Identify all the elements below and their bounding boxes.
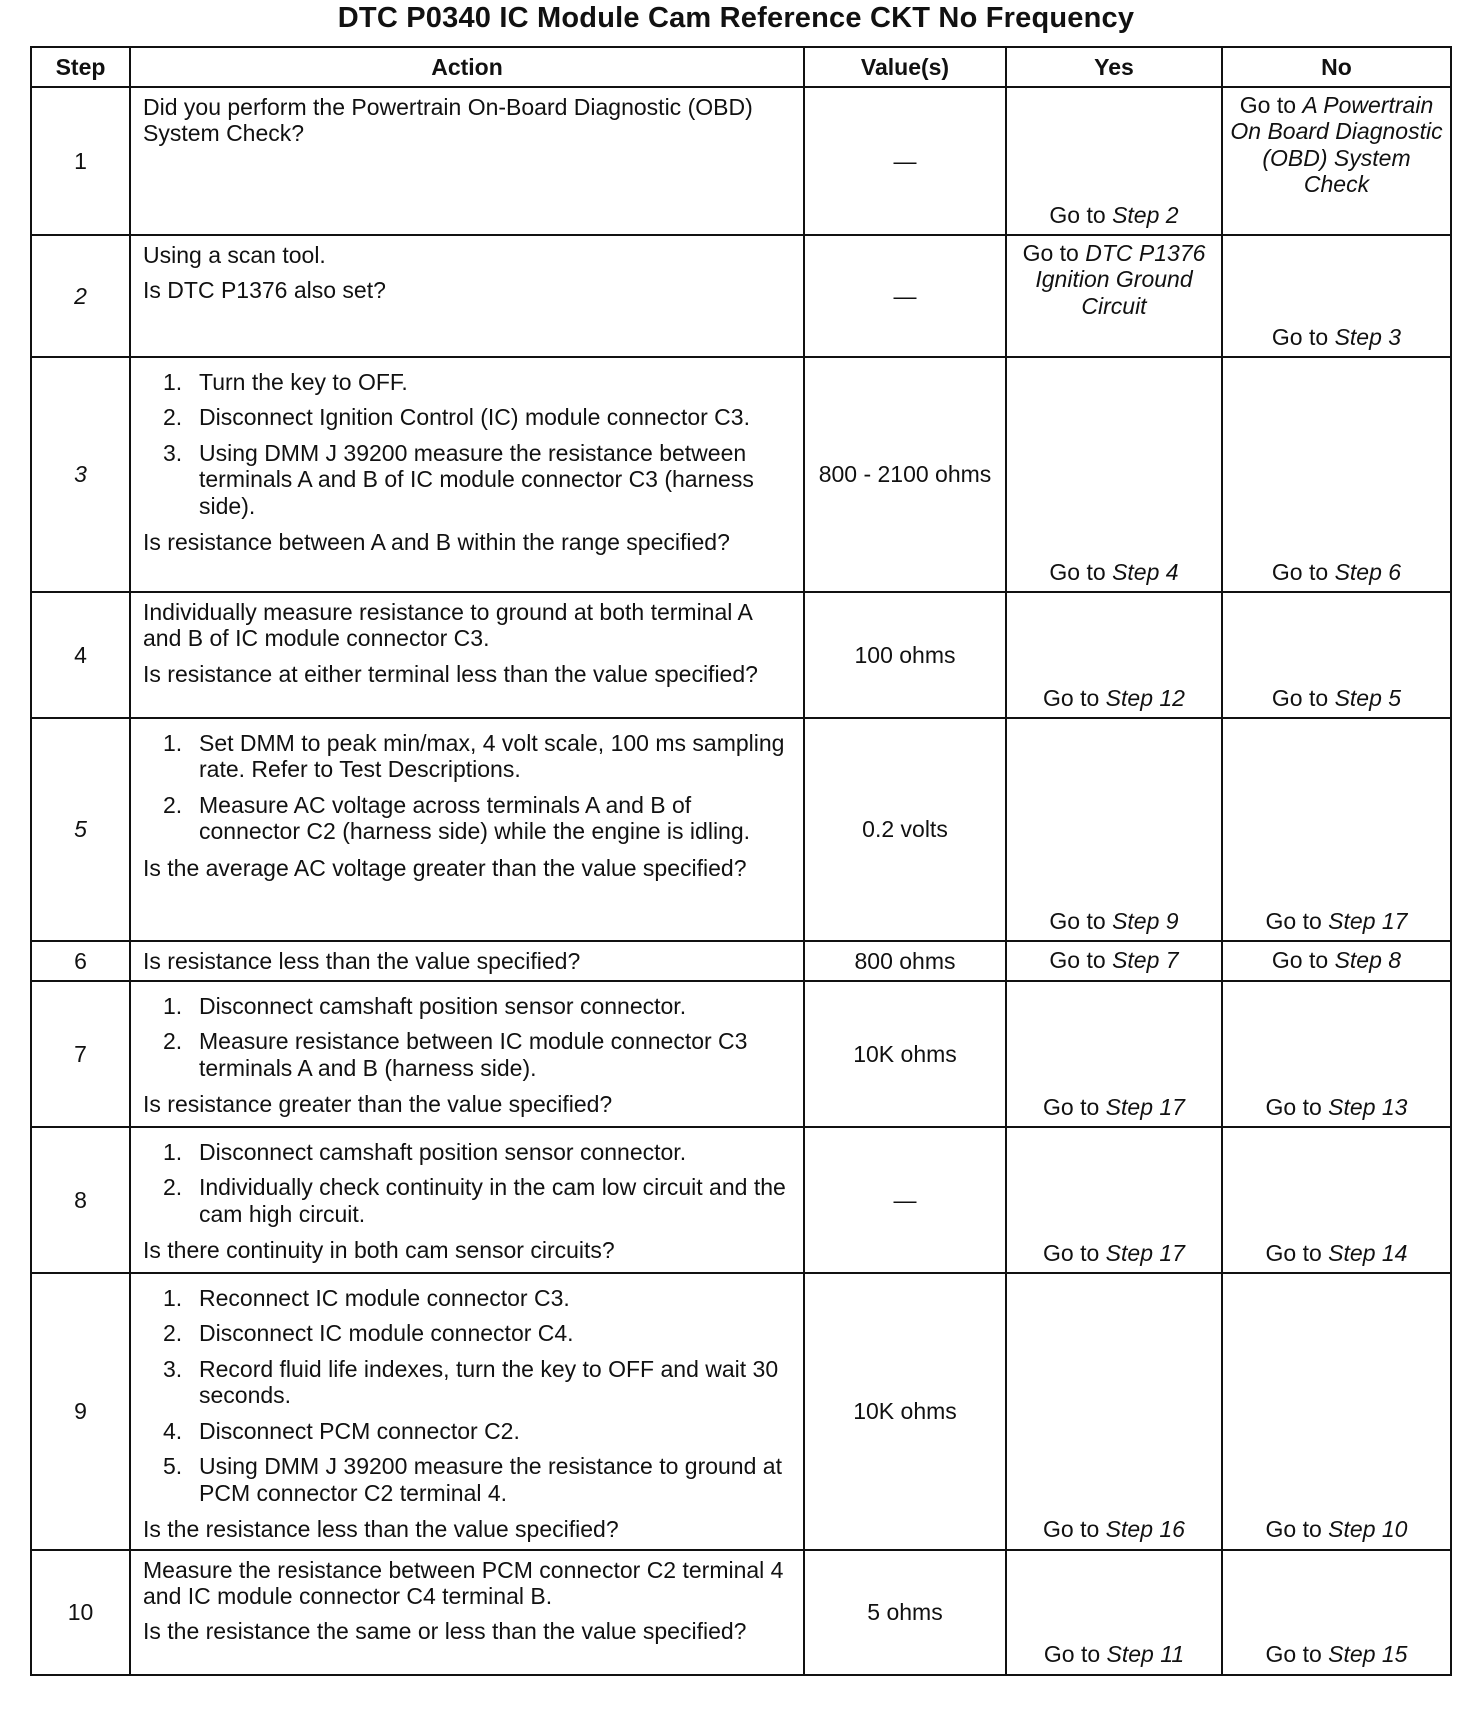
action-step-text: Reconnect IC module connector C3. bbox=[199, 1285, 570, 1311]
action-step bbox=[143, 404, 793, 430]
action-step bbox=[143, 1174, 793, 1227]
action-step bbox=[143, 440, 793, 519]
table-row bbox=[31, 1550, 1451, 1675]
goto-prefix: Go to bbox=[1043, 1641, 1101, 1668]
goto-no-link[interactable]: Step 8 bbox=[1334, 946, 1402, 973]
value-cell: — bbox=[804, 1127, 1006, 1273]
header-action: Action bbox=[130, 47, 804, 87]
goto-yes-link[interactable]: Step 16 bbox=[1105, 1516, 1185, 1543]
goto-prefix: Go to bbox=[1265, 907, 1322, 934]
yes-cell bbox=[1006, 941, 1222, 981]
step-number: 5 bbox=[31, 718, 130, 941]
no-cell bbox=[1222, 1273, 1451, 1550]
value-cell: — bbox=[804, 235, 1006, 357]
goto-yes-link[interactable]: Step 11 bbox=[1106, 1641, 1185, 1668]
table-row bbox=[31, 87, 1451, 235]
goto-no-link[interactable]: A Powertrain On Board Diagnostic (OBD) System Check bbox=[1230, 92, 1443, 198]
goto-prefix: Go to bbox=[1265, 1641, 1322, 1668]
value-cell: 100 ohms bbox=[804, 592, 1006, 718]
table-row bbox=[31, 981, 1451, 1127]
yes-cell bbox=[1006, 235, 1222, 357]
action-steps-list bbox=[143, 1139, 793, 1227]
action-step bbox=[143, 1453, 793, 1506]
goto-no-link[interactable]: Step 5 bbox=[1334, 684, 1402, 711]
header-values: Value(s) bbox=[804, 47, 1006, 87]
table-row bbox=[31, 1127, 1451, 1273]
goto-no-link[interactable]: Step 6 bbox=[1334, 558, 1402, 585]
value-cell: 5 ohms bbox=[804, 1550, 1006, 1675]
goto-prefix: Go to bbox=[1049, 558, 1106, 585]
action-question: Is the resistance the same or less than the value specified? bbox=[143, 1618, 747, 1645]
action-step-number: 5. bbox=[163, 1453, 183, 1480]
yes-cell bbox=[1006, 592, 1222, 718]
action-step-number: 2. bbox=[163, 404, 183, 431]
action-question: Is resistance at either terminal less than the value specified? bbox=[143, 660, 758, 687]
action-cell bbox=[130, 235, 804, 357]
action-question: Is resistance less than the value specified? bbox=[143, 947, 581, 974]
value-cell: 10K ohms bbox=[804, 1273, 1006, 1550]
goto-yes-link[interactable]: Step 17 bbox=[1105, 1093, 1185, 1120]
action-step-number: 1. bbox=[163, 1285, 183, 1311]
action-cell bbox=[130, 1127, 804, 1273]
action-cell bbox=[130, 941, 804, 981]
table-body bbox=[31, 87, 1451, 1675]
no-cell bbox=[1222, 1127, 1451, 1273]
action-step bbox=[143, 1285, 793, 1311]
action-steps-list bbox=[143, 730, 793, 845]
value-cell: 0.2 volts bbox=[804, 718, 1006, 941]
action-step-text: Set DMM to peak min/max, 4 volt scale, 100 ms sampling rate. Refer to Test Descriptions. bbox=[199, 730, 785, 783]
yes-cell bbox=[1006, 1273, 1222, 1550]
value-cell: — bbox=[804, 87, 1006, 235]
action-text: Using a scan tool. bbox=[143, 242, 326, 268]
yes-cell bbox=[1006, 718, 1222, 941]
action-step-number: 2. bbox=[163, 1174, 183, 1201]
action-step-number: 2. bbox=[163, 1320, 183, 1347]
action-question: Is the average AC voltage greater than the value specified? bbox=[143, 854, 747, 881]
action-step-number: 4. bbox=[163, 1417, 183, 1444]
action-cell bbox=[130, 718, 804, 941]
action-cell bbox=[130, 357, 804, 592]
no-cell bbox=[1222, 87, 1451, 235]
action-step-text: Disconnect camshaft position sensor connector. bbox=[199, 993, 687, 1019]
diagnostic-table bbox=[30, 46, 1452, 1676]
action-step bbox=[143, 1139, 793, 1165]
step-number: 1 bbox=[31, 87, 130, 235]
action-step-text: Disconnect Ignition Control (IC) module connector C3. bbox=[199, 404, 750, 431]
no-cell bbox=[1222, 718, 1451, 941]
action-text: Did you perform the Powertrain On-Board Diagnostic (OBD) System Check? bbox=[143, 94, 753, 147]
action-step-text: Turn the key to OFF. bbox=[199, 369, 408, 395]
action-step-text: Using DMM J 39200 measure the resistance to ground at PCM connector C2 terminal 4. bbox=[199, 1453, 782, 1506]
action-step-number: 1. bbox=[163, 730, 183, 756]
step-number: 3 bbox=[31, 357, 130, 592]
goto-prefix: Go to bbox=[1239, 92, 1297, 118]
action-text: Individually measure resistance to ground at both terminal A and B of IC module connector C3. bbox=[143, 599, 752, 652]
goto-yes-link[interactable]: Step 9 bbox=[1112, 907, 1179, 934]
value-cell: 10K ohms bbox=[804, 981, 1006, 1127]
table-row bbox=[31, 235, 1451, 357]
header-step: Step bbox=[31, 47, 130, 87]
no-cell bbox=[1222, 1550, 1451, 1675]
table-row bbox=[31, 357, 1451, 592]
action-step-number: 3. bbox=[163, 1355, 183, 1382]
action-step-text: Individually check continuity in the cam low circuit and the cam high circuit. bbox=[199, 1174, 786, 1227]
action-cell bbox=[130, 981, 804, 1127]
goto-prefix: Go to bbox=[1271, 323, 1329, 350]
goto-yes-link[interactable]: Step 7 bbox=[1112, 946, 1179, 973]
goto-prefix: Go to bbox=[1043, 1239, 1100, 1266]
document-title: DTC P0340 IC Module Cam Reference CKT No Frequency bbox=[337, 2, 1135, 34]
no-cell bbox=[1222, 235, 1451, 357]
action-question: Is the resistance less than the value specified? bbox=[143, 1516, 619, 1543]
goto-prefix: Go to bbox=[1049, 907, 1106, 934]
value-cell: 800 ohms bbox=[804, 941, 1006, 981]
goto-prefix: Go to bbox=[1049, 946, 1106, 973]
action-step-text: Disconnect IC module connector C4. bbox=[199, 1320, 574, 1347]
goto-no-link[interactable]: Step 13 bbox=[1328, 1093, 1408, 1120]
header-yes: Yes bbox=[1006, 47, 1222, 87]
goto-prefix: Go to bbox=[1265, 1516, 1322, 1543]
goto-prefix: Go to bbox=[1049, 201, 1106, 228]
yes-cell bbox=[1006, 87, 1222, 235]
step-number: 9 bbox=[31, 1273, 130, 1550]
no-cell bbox=[1222, 981, 1451, 1127]
action-steps-list bbox=[143, 993, 793, 1081]
yes-cell bbox=[1006, 1550, 1222, 1675]
action-steps-list bbox=[143, 369, 793, 519]
goto-yes-link[interactable]: Step 2 bbox=[1112, 201, 1179, 228]
table-row bbox=[31, 941, 1451, 981]
goto-yes-link[interactable]: DTC P1376 Ignition Ground Circuit bbox=[1035, 240, 1206, 319]
action-question: Is resistance between A and B within the range specified? bbox=[143, 529, 730, 556]
value-cell: 800 - 2100 ohms bbox=[804, 357, 1006, 592]
action-step-text: Record fluid life indexes, turn the key to OFF and wait 30 seconds. bbox=[199, 1355, 779, 1409]
goto-prefix: Go to bbox=[1265, 1239, 1322, 1266]
yes-cell bbox=[1006, 357, 1222, 592]
goto-prefix: Go to bbox=[1271, 558, 1329, 585]
goto-no-link[interactable]: Step 15 bbox=[1328, 1641, 1408, 1668]
action-cell bbox=[130, 1550, 804, 1675]
action-question: Is there continuity in both cam sensor circuits? bbox=[143, 1237, 615, 1264]
action-cell bbox=[130, 1273, 804, 1550]
goto-yes-link[interactable]: Step 12 bbox=[1105, 684, 1185, 711]
action-step-number: 2. bbox=[163, 1028, 183, 1055]
action-step-number: 1. bbox=[163, 993, 183, 1019]
goto-no-link[interactable]: Step 14 bbox=[1328, 1239, 1408, 1266]
no-cell bbox=[1222, 357, 1451, 592]
action-steps-list bbox=[143, 1285, 793, 1506]
table-row bbox=[31, 1273, 1451, 1550]
action-step-text: Measure AC voltage across terminals A and B of connector C2 (harness side) while the engine is idling. bbox=[199, 791, 751, 845]
action-step-text: Measure resistance between IC module connector C3 terminals A and B (harness side). bbox=[199, 1028, 748, 1081]
goto-prefix: Go to bbox=[1265, 1093, 1322, 1120]
action-step-text: Using DMM J 39200 measure the resistance between terminals A and B of IC module connector C3 (harness side). bbox=[199, 439, 754, 519]
yes-cell bbox=[1006, 981, 1222, 1127]
goto-no-link[interactable]: Step 3 bbox=[1334, 323, 1402, 350]
action-step bbox=[143, 993, 793, 1019]
goto-no-link[interactable]: Step 17 bbox=[1328, 907, 1408, 934]
action-step bbox=[143, 1320, 793, 1346]
step-number: 7 bbox=[31, 981, 130, 1127]
step-number: 10 bbox=[31, 1550, 130, 1675]
action-question: Is resistance greater than the value specified? bbox=[143, 1091, 613, 1118]
action-cell bbox=[130, 592, 804, 718]
goto-prefix: Go to bbox=[1043, 1516, 1100, 1543]
goto-prefix: Go to bbox=[1271, 684, 1329, 711]
step-number: 4 bbox=[31, 592, 130, 718]
action-step bbox=[143, 369, 793, 395]
goto-no-link[interactable]: Step 10 bbox=[1328, 1516, 1408, 1543]
table-row bbox=[31, 718, 1451, 941]
table-row bbox=[31, 592, 1451, 718]
action-step-number: 1. bbox=[163, 1139, 183, 1165]
step-number: 8 bbox=[31, 1127, 130, 1273]
goto-prefix: Go to bbox=[1271, 946, 1329, 973]
action-step bbox=[143, 792, 793, 845]
no-cell bbox=[1222, 592, 1451, 718]
action-step bbox=[143, 1028, 793, 1081]
yes-cell bbox=[1006, 1127, 1222, 1273]
action-step bbox=[143, 1418, 793, 1444]
goto-prefix: Go to bbox=[1043, 684, 1100, 711]
header-row bbox=[31, 47, 1451, 87]
no-cell bbox=[1222, 941, 1451, 981]
action-step bbox=[143, 1356, 793, 1409]
action-step-text: Disconnect camshaft position sensor connector. bbox=[199, 1139, 687, 1165]
action-step-text: Disconnect PCM connector C2. bbox=[199, 1417, 520, 1444]
action-step bbox=[143, 730, 793, 783]
action-question: Is DTC P1376 also set? bbox=[143, 277, 386, 304]
header-no: No bbox=[1222, 47, 1451, 87]
goto-prefix: Go to bbox=[1043, 1093, 1100, 1120]
goto-yes-link[interactable]: Step 17 bbox=[1105, 1239, 1185, 1266]
action-step-number: 3. bbox=[163, 439, 183, 466]
goto-yes-link[interactable]: Step 4 bbox=[1112, 558, 1179, 585]
goto-prefix: Go to bbox=[1022, 240, 1079, 266]
step-number: 6 bbox=[31, 941, 130, 981]
action-step-number: 1. bbox=[163, 369, 183, 395]
action-text: Measure the resistance between PCM connector C2 terminal 4 and IC module connector C4 terminal B. bbox=[143, 1556, 784, 1609]
step-number: 2 bbox=[31, 235, 130, 357]
action-cell bbox=[130, 87, 804, 235]
action-step-number: 2. bbox=[163, 791, 183, 818]
